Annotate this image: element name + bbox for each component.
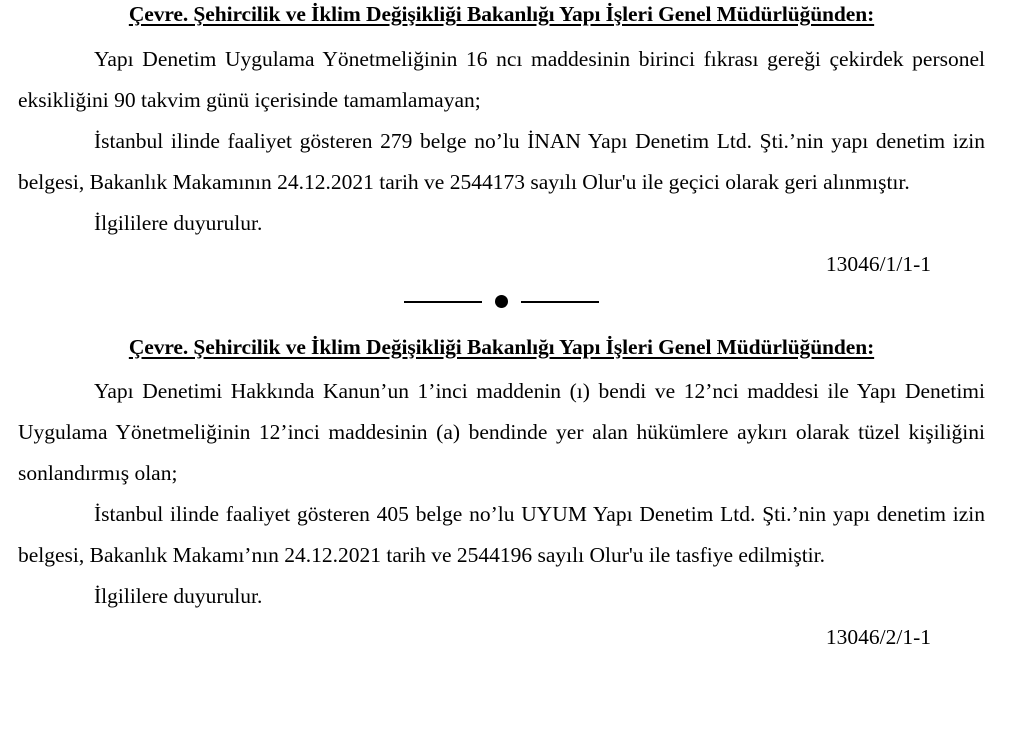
heading-spacer [18, 30, 985, 39]
notice-2-paragraph-1: Yapı Denetimi Hakkında Kanun’un 1’inci maddenin (ı) bendi ve 12’nci maddesi ile Yapı Denetimi Uygulama Yönetmeliğinin 12’inci maddesinin (a) bendinde yer alan hükümlere aykırı olarak tüzel kişiliğini sonlandırmış olan; [18, 379, 985, 486]
notice-heading-2: Çevre. Şehircilik ve İklim Değişikliği Bakanlığı Yapı İşleri Genel Müdürlüğünden: [128, 334, 875, 359]
notice-2-reference-number: 13046/2/1-1 [825, 625, 931, 650]
notice-heading-1: Çevre. Şehircilik ve İklim Değişikliği Bakanlığı Yapı İşleri Genel Müdürlüğünden: [128, 2, 875, 26]
notice-1-reference-number: 13046/1/1-1 [825, 251, 931, 276]
notice-2-paragraph-2: İstanbul ilinde faaliyet gösteren 405 belge no’lu UYUM Yapı Denetim Ltd. Şti.’nin yapı denetim izin belgesi, Bakanlık Makamı’nın 24.12.2021 tarih ve 2544196 sayılı Olur'u ile tasfiye edilmiştir. [18, 502, 985, 568]
notice-2-paragraph-3: İlgililere duyurulur. [94, 584, 263, 609]
heading-spacer [18, 362, 985, 371]
notice-1-paragraph-2: İstanbul ilinde faaliyet gösteren 279 belge no’lu İNAN Yapı Denetim Ltd. Şti.’nin yapı denetim izin belgesi, Bakanlık Makamının 24.12.2021 tarih ve 2544173 sayılı Olur'u ile geçici olarak geri alınmıştır. [18, 128, 985, 194]
notice-block-1 [18, 0, 985, 285]
section-divider [18, 285, 985, 319]
divider-bottom-spacer [18, 319, 985, 333]
divider-left-rule-icon [404, 301, 482, 303]
notice-1-paragraph-1: Yapı Denetim Uygulama Yönetmeliğinin 16 ncı maddesinin birinci fıkrası gereği çekirdek personel eksikliğini 90 takvim günü içerisinde tamamlamayan; [18, 46, 985, 112]
divider-dot-icon [495, 295, 508, 308]
notice-block-2 [18, 333, 985, 659]
divider-right-rule-icon [521, 301, 599, 303]
notice-1-paragraph-3: İlgililere duyurulur. [94, 210, 263, 235]
